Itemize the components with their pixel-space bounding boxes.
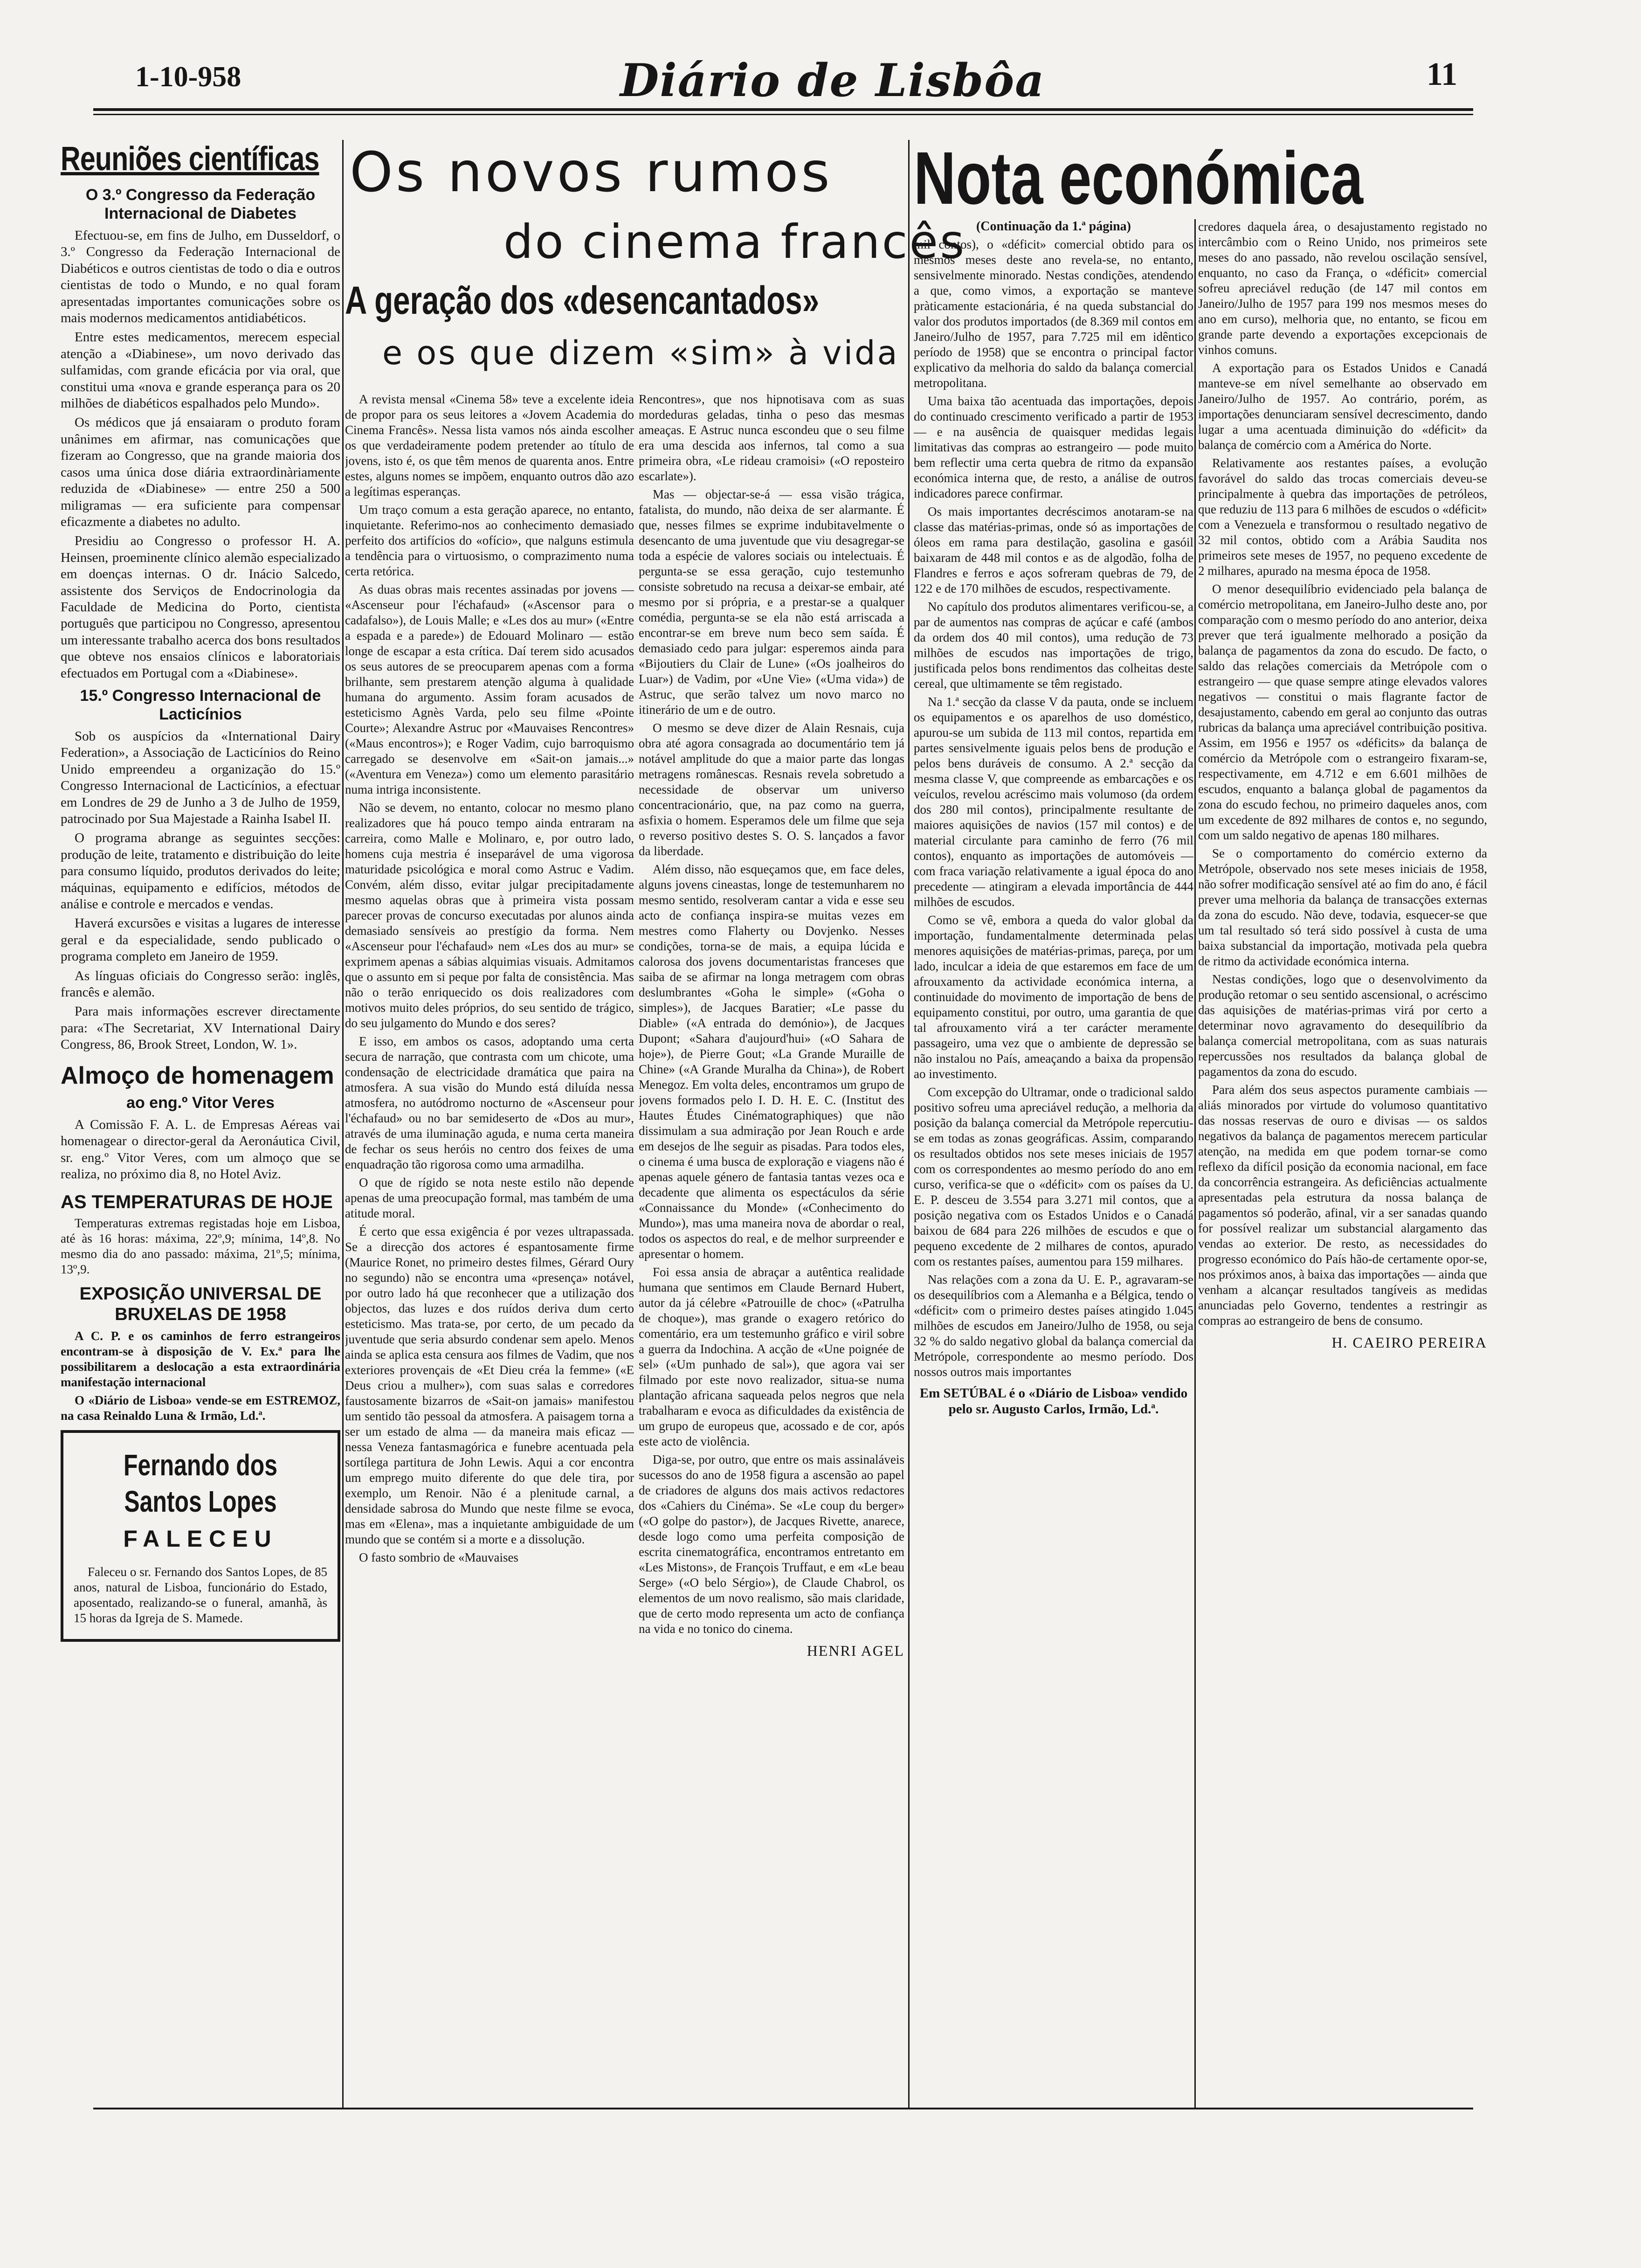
paragraph: Rencontres», que nos hipnotisava com as suas mordeduras geladas, tinha o peso das mesmas ameaças. E Astruc nunca escondeu que o seu filme era uma descida aos infernos, tal como a sua primeira obra, «Le rideau cramoisi» («O reposteiro escarlate»). <box>639 392 904 483</box>
paragraph: Para mais informações escrever directamente para: «The Secretariat, XV International Dairy Congress, 86, Brook Street, London, W. 1». <box>61 1004 340 1052</box>
column-rule <box>908 140 910 2108</box>
paragraph: Relativamente aos restantes países, a evolução favorável do saldo das trocas comerciais deveu-se principalmente à quebra das importações de petróleos, que reduziu de 113 para 6 milhões de escudos o «déficit» com a Venezuela e transformou o resultado negativo de 32 mil contos, obtido com a Arábia Saudita nos primeiros sete meses de 1957, no pequeno excedente de 2 milhares, apurado na mesma época de 1958. <box>1198 456 1487 578</box>
paragraph: Temperaturas extremas registadas hoje em Lisboa, até às 16 horas: máxima, 22º,9; mínima, 14º,8. No mesmo dia do ano passado: máxima, 21º,5; mínima, 13º,9. <box>61 1216 340 1277</box>
paragraph: Os médicos que já ensaiaram o produto foram unânimes em afirmar, nas comunicações que fizeram ao Congresso, que na grande maioria dos casos uma única dose diária extraordinàriamente reduzida de «Diabinese» — entre 250 a 500 miligramas — era suficiente para compensar eficazmente a diabetes no adulto. <box>61 415 340 529</box>
paragraph: O programa abrange as seguintes secções: produção de leite, tratamento e distribuição do leite para consumo líquido, produtos derivados do leite; máquinas, equipamento e edifícios, métodos de análise e controle e mercados e vendas. <box>61 830 340 912</box>
distribution-notice: Em SETÚBAL é o «Diário de Lisboa» vendido pelo sr. Augusto Carlos, Irmão, Ld.ª. <box>919 1386 1188 1417</box>
article-headline: EXPOSIÇÃO UNIVERSAL DE BRUXELAS DE 1958 <box>79 1284 322 1325</box>
paragraph: A Comissão F. A. L. de Empresas Aéreas vai homenagear o director-geral da Aeronáutica Civil, sr. eng.º Vitor Veres, com um almoço que se realiza, no próximo dia 8, no Hotel Aviz. <box>61 1117 340 1182</box>
paragraph: Não se devem, no entanto, colocar no mesmo plano realizadores que há pouco tempo ainda entraram na carreira, como Malle e Molinaro, e, por outro lado, homens cuja mestria é inseparável de uma vigorosa maturidade psicológica e moral como Astruc e Vadim. Convém, além disso, evitar julgar precipitadamente mesmo aquelas obras que à primeira vista possam parecer provas de concurso executadas por alunos ainda demasiado sensíveis ao prestígio da forma. Nem «Ascenseur pour l'échafaud» nem «Les dos au mur» se exprimem apenas a sábias alquimias visuais. Admitamos que o assunto em si peque por falta de consistência. Mas não o terão enriquecido os dois realizadores com motivos muito deles próprios, do seu sentido de trágico, do seu julgamento do Mundo e dos seres? <box>345 801 634 1030</box>
paragraph: Haverá excursões e visitas a lugares de interesse geral e da especialidade, sendo publicado o programa completo em Janeiro de 1959. <box>61 916 340 964</box>
paragraph: O mesmo se deve dizer de Alain Resnais, cuja obra até agora consagrada ao documentário tem já notável amplitude do que a maior parte das longas metragens românescas. Resnais revela sobretudo a necessidade de observar um universo concentracionário, que, na paz como na guerra, asfixia o homem. Esperamos dele um filme que seja o reverso positivo destes S. O. S. lançados a favor da liberdade. <box>639 721 904 858</box>
paragraph: Um traço comum a esta geração aparece, no entanto, inquietante. Referimo-nos ao conhecimento demasiado perfeito dos artifícios do «ofício», que nalguns estimula a tendência para o virtuosismo, o comprazimento numa certa retórica. <box>345 503 634 578</box>
paragraph: Presidiu ao Congresso o professor H. A. Heinsen, proeminente clínico alemão especializado em doenças internas. O dr. Inácio Salcedo, assistente dos Serviços de Endocrinologia da Faculdade de Medicina do Porto, cientista português que participou no Congresso, apresentou um interessante trabalho acerca dos bons resultados que obteve nos ensaios clínicos e laboratoriais efectuados em Portugal com a «Diabinese». <box>61 533 340 681</box>
column-briefs <box>61 140 340 2103</box>
article-subhead: O 3.º Congresso da Federação Internacional de Diabetes <box>85 186 316 222</box>
masthead-rule-top <box>93 108 1473 111</box>
paragraph: E isso, em ambos os casos, adoptando uma certa secura de narração, que contrasta com um chicote, uma condensação de electricidade dramática que paira na atmosfera. A sua visão do Mundo está diluída nessa atmosfera, no autódromo nocturno de «Ascenseur pour l'échafaud» ou no bar semideserto de «Dos au mur», através de uma iluminação aguda, e numa certa maneira de fechar os seus heróis no centro dos feixes de uma enquadração tão rigorosa como uma armadilha. <box>345 1034 634 1171</box>
paragraph: A exportação para os Estados Unidos e Canadá manteve-se em nível semelhante ao observado em Janeiro/Julho de 1957. Ao contrário, porém, as importações denunciaram sensível decrescimento, dando lugar a uma acentuada diminuição do «déficit» da balança de comércio com a América do Norte. <box>1198 361 1487 452</box>
paragraph: mil contos), o «déficit» comercial obtido para os mesmos meses deste ano revela-se, no entanto, sensivelmente minorado. Nestas condições, atendendo a que, como vimos, a exportação se manteve pràticamente estacionária, é na queda substancial do valor dos produtos importados (de 8.369 mil contos em Janeiro/Julho de 1957, para 7.725 mil em idêntico período de 1958) que se encontra o principal factor explicativo da melhoria do saldo da balança comercial metropolitana. <box>914 237 1193 390</box>
column-nota-b <box>1198 219 1487 2098</box>
paragraph: Efectuou-se, em fins de Julho, em Dusseldorf, o 3.º Congresso da Federação Internacional de Diabéticos e outros cientistas de todo o dia e outros cientistas de todo o Mundo, e no qual foram apresentadas importantes comunicações sobre os mais modernos medicamentos antidiabéticos. <box>61 228 340 326</box>
paragraph: O fasto sombrio de «Mauvaises <box>359 1550 518 1564</box>
column-rule <box>1194 219 1196 2108</box>
paragraph: Foi essa ansia de abraçar a autêntica realidade humana que sentimos em Claude Bernard Hubert, autor da já célebre «Patrouille de choc» («Patrulha de choque»), mas grande o exagero retórico do comentário, era um testemunho gráfico e viril sobre a guerra da Indochina. A acção de «Une poignée de sel» («Um punhado de sal»), que agora vai ser filmado por este novo realizador, situa-se numa plantação africana saqueada pelos negros que nela trabalharam e evoca as dificuldades da existência de um grupo de europeus que, acossado e de cor, após este acto de violência. <box>639 1265 904 1448</box>
paragraph: O menor desequilíbrio evidenciado pela balança de comércio metropolitana, em Janeiro-Julho deste ano, por comparação com o mesmo período do ano anterior, deixa prever que terá igualmente melhorado a posição da balança de pagamentos da zona do escudo. De facto, o saldo das relações comerciais da Metrópole com o estrangeiro — que quase sempre atinge elevados valores negativos — constitui o mais flagrante factor de desajustamento, cabendo em geral ao conjunto das outras rubricas da balança uma apreciável contribuição positiva. Assim, em 1956 e 1957 os «déficits» da balança de comércio da Metrópole com o estrangeiro fixaram-se, respectivamente, em 4.712 e em 6.601 milhões de escudos, enquanto a balança global de pagamentos da zona do escudo fechou, no primeiro daqueles anos, com um excedente de 892 milhares de contos e, no segundo, com um saldo negativo de apenas 180 milhares. <box>1198 582 1487 842</box>
article-subhead: ao eng.º Vitor Veres <box>126 1093 275 1112</box>
paragraph: credores daquela área, o desajustamento registado no intercâmbio com o Reino Unido, nos primeiros sete meses do ano passado, não revelou oscilação sensível, enquanto, no caso da França, o «déficit» comercial sofreu apreciável redução (de 147 mil contos em Janeiro/Julho de 1957 para 199 nos mesmos meses do ano em curso), melhoria que, no entanto, se ficou em grande parte devendo a exportações excepcionais de vinhos comuns. <box>1198 220 1487 357</box>
column-cinema-b <box>639 392 904 2098</box>
obituary-label: FALECEU <box>123 1526 278 1552</box>
byline: H. CAEIRO PEREIRA <box>1331 1334 1487 1351</box>
column-rule <box>342 140 344 2108</box>
issue-date: 1-10-958 <box>135 61 241 93</box>
paragraph: No capítulo dos produtos alimentares verificou-se, a par de aumentos nas compras de açúcar e café (ambos da ordem dos 40 mil contos), uma redução de 73 milhões de escudos nas importações de trigo, justificada pelos bons rendimentos das colheitas deste cereal, que ultimamente se têm registado. <box>914 600 1193 691</box>
paragraph: Além disso, não esqueçamos que, em face deles, alguns jovens cineastas, longe de testemunharem no mesmo sentido, resolveram cantar a vida e esse seu acto de confiança inspira-se muitas vezes em mestres como Flaherty ou Dovjenko. Nesses condições, torna-se de mais, a equipa lúcida e calorosa dos jovens documentaristas franceses que saiba de se afirmar na longa metragem com obras deslumbrantes «Goha le simple» («Goha o simples»), de Jacques Baratier; «Le passe du Diable» («A entrada do demónio»), de Jacques Dupont; «Sahara d'aujourd'hui» («O Sahara de hoje»), de Pierre Gout; «La Grande Muraille de Chine» («A Grande Muralha da China»), de Robert Menegoz. Em volta deles, encontramos um grupo de jovens formados pelo I. D. H. E. C. (Institut des Hautes Études Cinématographiques) que não dissimulam a sua admiração por Jean Rouch e arde em desejos de lhe seguir as pisadas. Para todos eles, o cinema é uma busca de exploração e viagens não é apenas aquele género de fantasia tantas vezes oca e decadente que alimenta os espectáculos da série «Connaissance du Monde» («Conhecimento do Mundo»), mas uma maneira nova de abordar o real, todos os aspectos do real, e de melhor surpreender e apresentar o homem. <box>639 862 904 1261</box>
article-headline: Almoço de homenagem <box>61 1062 334 1089</box>
paragraph: Diga-se, por outro, que entre os mais assinaláveis sucessos do ano de 1958 figura a ascensão ao papel de criadores de alguns dos mais activos redactores dos «Cahiers du Cinéma». Se «Le coup du berger» («O golpe do pastor»), de Jacques Rivette, anarece, desde logo como uma perfeita composição de escrita cinematográfica, encontramos entretanto em «Les Mistons», de François Truffaut, e em «Le beau Serge» («O belo Sérgio»), de Claude Chabrol, os elementos de um novo realismo, são mais claridade, que de certo modo representa um acto de confiança na vida e no tonico do cinema. <box>639 1452 904 1636</box>
paragraph: A C. P. e os caminhos de ferro estrangeiros encontram-se à disposição de V. Ex.ª para lhe possibilitarem a deslocação a esta extraordinária manifestação internacional <box>61 1329 340 1390</box>
paragraph: Uma baixa tão acentuada das importações, depois do continuado crescimento verificado a partir de 1953 — e na ausência de quaisquer medidas legais limitativas das compras ao estrangeiro — pode muito bem reflectir uma certa quebra de ritmo da expansão económica interna que, de resto, a análise de outros indicadores parece confirmar. <box>914 394 1193 500</box>
article-subheadline: A geração dos «desencantados» <box>345 278 820 322</box>
article-subhead: 15.º Congresso Internacional de Lacticínios <box>80 686 321 723</box>
paragraph: As línguas oficiais do Congresso serão: inglês, francês e alemão. <box>61 968 340 1000</box>
newspaper-logo: Diário de Lisbôa <box>620 54 1045 107</box>
masthead-rule-bottom <box>93 114 1473 115</box>
paragraph: O «Diário de Lisboa» vende-se em ESTREMOZ, na casa Reinaldo Luna & Irmão, Ld.ª. <box>61 1393 340 1423</box>
paragraph: Na 1.ª secção da classe V da pauta, onde se incluem os equipamentos e os aparelhos de uso doméstico, apurou-se um subida de 113 mil contos, repartida em partes sensivelmente iguais pelos bens de produção e pelos bens duráveis de consumo. A 2.ª secção da mesma classe V, que compreende as embarcações e os veículos, revelou acréscimo mais volumoso (da ordem dos 280 mil contos), principalmente resultante de maiores aquisições de navios (157 mil contos) e de material circulante para caminho de ferro (76 mil contos), enquanto as importações de automóveis — com fraca variação relativamente a igual época do ano precedente — atingiram a elevada importância de 444 milhões de escudos. <box>914 695 1193 909</box>
section-heading: Reuniões científicas <box>61 140 319 178</box>
byline: HENRI AGEL <box>807 1642 904 1659</box>
paragraph: É certo que essa exigência é por vezes ultrapassada. Se a direcção dos actores é espantosamente firme (Maurice Ronet, no primeiro destes filmes, Gérard Oury no segundo) não se encontra uma «presença» notável, por outro lado há que reconhecer que a utilização dos objectos, das luzes e dos ruídos deriva dum certo esteticismo. Mas trata-se, por certo, de um pecado da juventude que seria absurdo condenar sem apelo. Menos ainda se aplica esta censura aos filmes de Vadim, que nos exteriores provençais de «Et Dieu créa la femme» («E Deus criou a mulher»), com suas salas e corredores faustosamente bizarros de «Sait-on jamais» manifestou um sentido tão pessoal da atmosfera. A paisagem torna a ser um estado de alma — da maneira mais eficaz — nessa Veneza fantasmagórica e funebre acentuada pela sortílega partitura de John Lewis. Aqui a cor encontra um emprego muito diferente do que dele tira, por exemplo, um Renoir. Não é a plenitude carnal, a densidade sabrosa do Mundo que neste filme se evoca, mas em «Elena», mas a inquietante ambiguidade de um mundo que se contém si a morte e a dissolução. <box>345 1224 634 1546</box>
obituary-box <box>61 1430 340 1642</box>
paragraph: Nas relações com a zona da U. E. P., agravaram-se os desequilíbrios com a Alemanha e a Bélgica, tendo o «déficit» com o primeiro destes países atingido 1.045 milhões de escudos em Janeiro/Julho de 1958, ou seja 32 % do saldo negativo global da balança comercial da Metrópole, correspondente ao mesmo período. Dos nossos outros mais importantes <box>914 1272 1193 1379</box>
paragraph: Os mais importantes decréscimos anotaram-se na classe das matérias-primas, onde só as importações de óleos em rama para destilação, gasolina e gasóil baixaram de 448 mil contos e as de algodão, folha de Flandres e ferros e aços sofreram quebras de 79, de 122 e de 170 milhões de escudos, respectivamente. <box>914 505 1193 595</box>
column-nota-a <box>914 219 1193 2098</box>
paragraph: Nestas condições, logo que o desenvolvimento da produção retomar o seu sentido ascensional, o acréscimo das aquisições de matérias-primas virá por certo a determinar novo agravamento do desequilíbrio da balança comercial metropolitana, com as suas naturais repercussões nos resultados da balança global de pagamentos da zona do escudo. <box>1198 972 1487 1079</box>
paragraph: O que de rígido se nota neste estilo não depende apenas de uma preocupação formal, mas também de uma atitude moral. <box>345 1175 634 1220</box>
paragraph: A revista mensal «Cinema 58» teve a excelente ideia de propor para os seus leitores a «Jovem Academia do Cinema Francês». Nessa lista vamos nós ainda escolher os que verdadeiramente podem pretender ao título de jovens, isto é, os que têm menos de quarenta anos. Entre estes, alguns nomes se impõem, enquanto outros dão azo a legítimas esperanças. <box>345 392 634 498</box>
article-headline: Nota económica <box>914 136 1363 220</box>
paragraph: As duas obras mais recentes assinadas por jovens — «Ascenseur pour l'échafaud» («Ascensor para o cadafalso»), de Louis Malle; e «Les dos au mur» («Entre a espada e a parede») de Edouard Molinaro — estão longe de escapar a esta crítica. Daí terem sido acusados os seus autores de se preocuparem apenas com a forma brilhante, sem prestarem atenção alguma à qualidade humana do argumento. Assim foram acusados de esteticismo Agnès Varda, pelo seu filme «Pointe Courte»; Alexandre Astruc por «Mauvaises Rencontres» («Maus encontros»); e Roger Vadim, cujo barroquismo carregado se desenvolve em «Sait-on jamais...» («Aventura em Veneza») como um elemento parasitário numa intriga inconsistente. <box>345 582 634 796</box>
column-cinema-a <box>345 392 634 2098</box>
weather-heading: AS TEMPERATURAS DE HOJE <box>61 1192 333 1213</box>
paragraph: Faleceu o sr. Fernando dos Santos Lopes, de 85 anos, natural de Lisboa, funcionário do Estado, aposentado, realizando-se o funeral, amanhã, às 15 horas da Igreja de S. Mamede. <box>74 1565 327 1625</box>
paragraph: Sob os auspícios da «International Dairy Federation», a Associação de Lacticínios do Reino Unido empreendeu a organização do 15.º Congresso Internacional de Lacticínios, a efectuar em Londres de 29 de Junho a 3 de Julho de 1959, patrocinado por Sua Majestade a Rainha Isabel II. <box>61 728 340 826</box>
paragraph: Mas — objectar-se-á — essa visão trágica, fatalista, do mundo, não deixa de ser alarmante. É que, nesses filmes se exprime indubitavelmente o desencanto de uma juventude que viu desagregar-se toda a espécie de valores sociais ou intelectuais. É pergunta-se se essa geração, cujo testemunho consiste sobretudo na recusa a deixar-se embair, até mesmo por si própria, e a prestar-se a qualquer comédia, pergunta-se se ela não está arriscada a encontrar-se em breve num beco sem saída. É demasiado cedo para julgar: esperemos ainda para «Bijoutiers du Clair de Lune» («Os joalheiros do Luar») de Vadim, por «Une Vie» («Uma vida») de Astruc, que serão talvez um novo marco no itinerário de um e de outro. <box>639 487 904 717</box>
continuation-note: (Continuação da 1.ª página) <box>976 219 1131 234</box>
obituary-name: Fernando dos Santos Lopes <box>123 1448 278 1519</box>
paragraph: Entre estes medicamentos, merecem especial atenção a «Diabinese», um novo derivado das sulfamidas, com grande eficácia por via oral, que constitui uma «nova e grande esperança para os 20 milhões de diabéticos espalhados pelo Mundo». <box>61 330 340 411</box>
article-headline: Os novos rumos <box>350 140 833 204</box>
paragraph: Como se vê, embora a queda do valor global da importação, fundamentalmente determinada pelas menores aquisições de matérias-primas, pareça, por um lado, inculcar a ideia de que estaremos em face de um afrouxamento da actividade económica interna, a continuidade do movimento de importação de bens de equipamento constitui, por outro, uma garantia de que tal afrouxamento virá a ter carácter meramente passageiro, uma vez que o ambiente de depressão se não instalou no País, ameaçando a baixa da propensão ao investimento. <box>914 913 1193 1081</box>
page-number: 11 <box>1427 56 1458 92</box>
footer-rule <box>93 2108 1473 2109</box>
article-subheadline-line2: e os que dizem «sim» à vida <box>382 334 899 372</box>
paragraph: Com excepção do Ultramar, onde o tradicional saldo positivo sofreu uma apreciável redução, a melhoria da posição da balança comercial da Metrópole repercutiu-se em todas as zonas geográficas. Assim, comparando os resultados obtidos nos sete meses iniciais de 1957 com os correspondentes ao mesmo período do ano em curso, verifica-se que o «déficit» com os países da U. E. P. desceu de 3.554 para 3.271 mil contos, que a posição negativa com os Estados Unidos e o Canadá baixou de 684 para 226 milhões de escudos e que o pequeno excedente de 2 milhares de contos, apurado com os restantes países, aumentou para 159 milhares. <box>914 1085 1193 1268</box>
paragraph: Se o comportamento do comércio externo da Metrópole, observado nos sete meses iniciais de 1958, não sofrer modificação sensível até ao fim do ano, é fácil prever uma melhoria da balança de transacções externas da zona do escudo. Não deve, todavia, esquecer-se que um tal resultado só terá sido possível à custa de uma baixa substancial da importação, motivada pela quebra de ritmo da actividade económica interna. <box>1198 846 1487 968</box>
article-headline-line2: do cinema francês <box>503 214 966 269</box>
paragraph: Para além dos seus aspectos puramente cambiais — aliás minorados por virtude do volumoso quantitativo das nossas reservas de ouro e divisas — os saldos negativos da balança de pagamentos merecem particular atenção, na medida em que podem tornar-se como reflexo da difícil posição da economia nacional, em face da concorrência estrangeira. As deficiências actualmente apresentadas pela estrutura da nossa balança de pagamentos só poderão, afinal, vir a ser sanadas quando for possível realizar um substancial alargamento das vendas ao exterior. De resto, as necessidades do progresso económico do País hão-de certamente opor-se, nos próximos anos, à baixa das importações — ainda que venham a alcançar resultados tangíveis as medidas anunciadas pelo Governo, tendentes a restringir as compras ao estrangeiro de bens de consumo. <box>1198 1083 1487 1328</box>
masthead <box>107 54 1458 112</box>
